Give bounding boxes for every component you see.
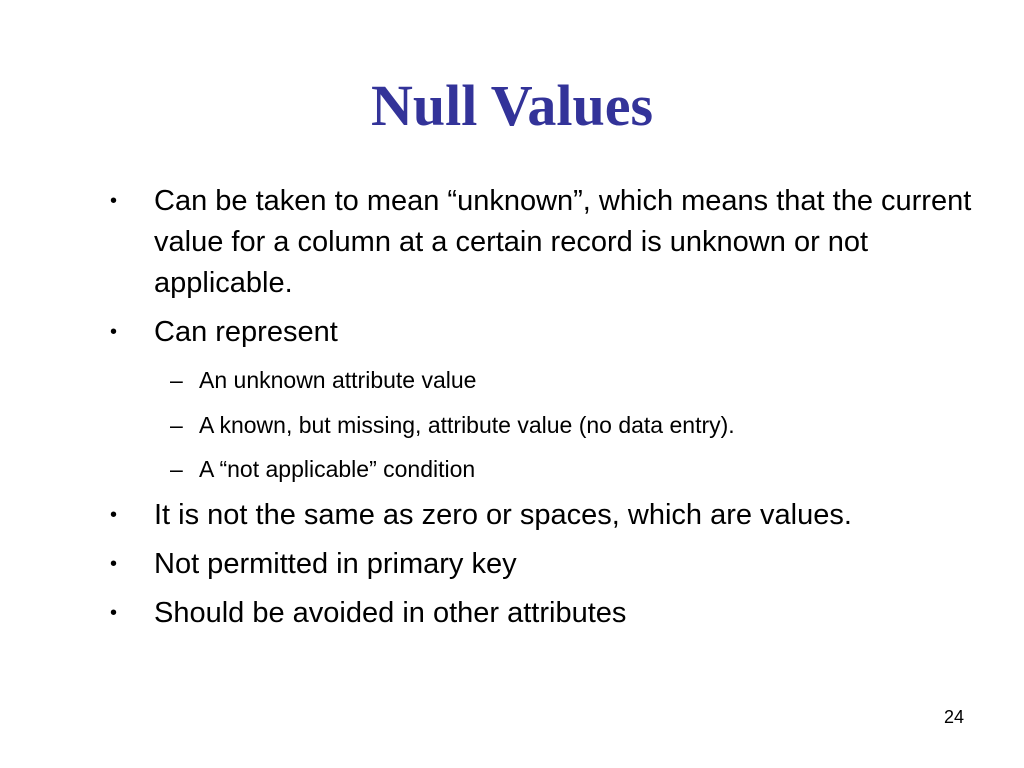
sub-bullet-text: A known, but missing, attribute value (no data entry). [199, 412, 735, 438]
bullet-item [110, 593, 990, 634]
bullet-marker: • [110, 321, 118, 343]
bullet-item [110, 181, 990, 304]
bullet-text: Not permitted in primary key [154, 548, 517, 580]
bullet-marker: • [110, 553, 118, 575]
sub-bullet-marker: – [170, 367, 183, 393]
slide-title: Null Values [370, 73, 654, 138]
bullet-text: Can be taken to mean “unknown”, which means that the current value for a column at a certain record is unknown or not applicable. [154, 185, 972, 299]
bullet-marker: • [110, 504, 118, 526]
sub-bullet-text: A “not applicable” condition [199, 456, 476, 482]
bullet-text: Can represent [154, 316, 338, 348]
sub-bullet-text: An unknown attribute value [199, 367, 477, 393]
bullet-text: Should be avoided in other attributes [154, 597, 627, 629]
bullet-item [110, 544, 990, 585]
page-number: 24 [943, 707, 964, 727]
bullet-marker: • [110, 602, 118, 624]
sub-bullet-item [170, 365, 970, 395]
bullet-marker: • [110, 190, 118, 212]
bullet-item [110, 312, 990, 353]
sub-bullet-marker: – [170, 412, 183, 438]
sub-bullet-item [170, 410, 970, 440]
sub-bullet-item [170, 454, 970, 484]
bullet-item [110, 495, 990, 536]
sub-bullet-marker: – [170, 456, 183, 482]
bullet-text: It is not the same as zero or spaces, which are values. [154, 499, 852, 531]
